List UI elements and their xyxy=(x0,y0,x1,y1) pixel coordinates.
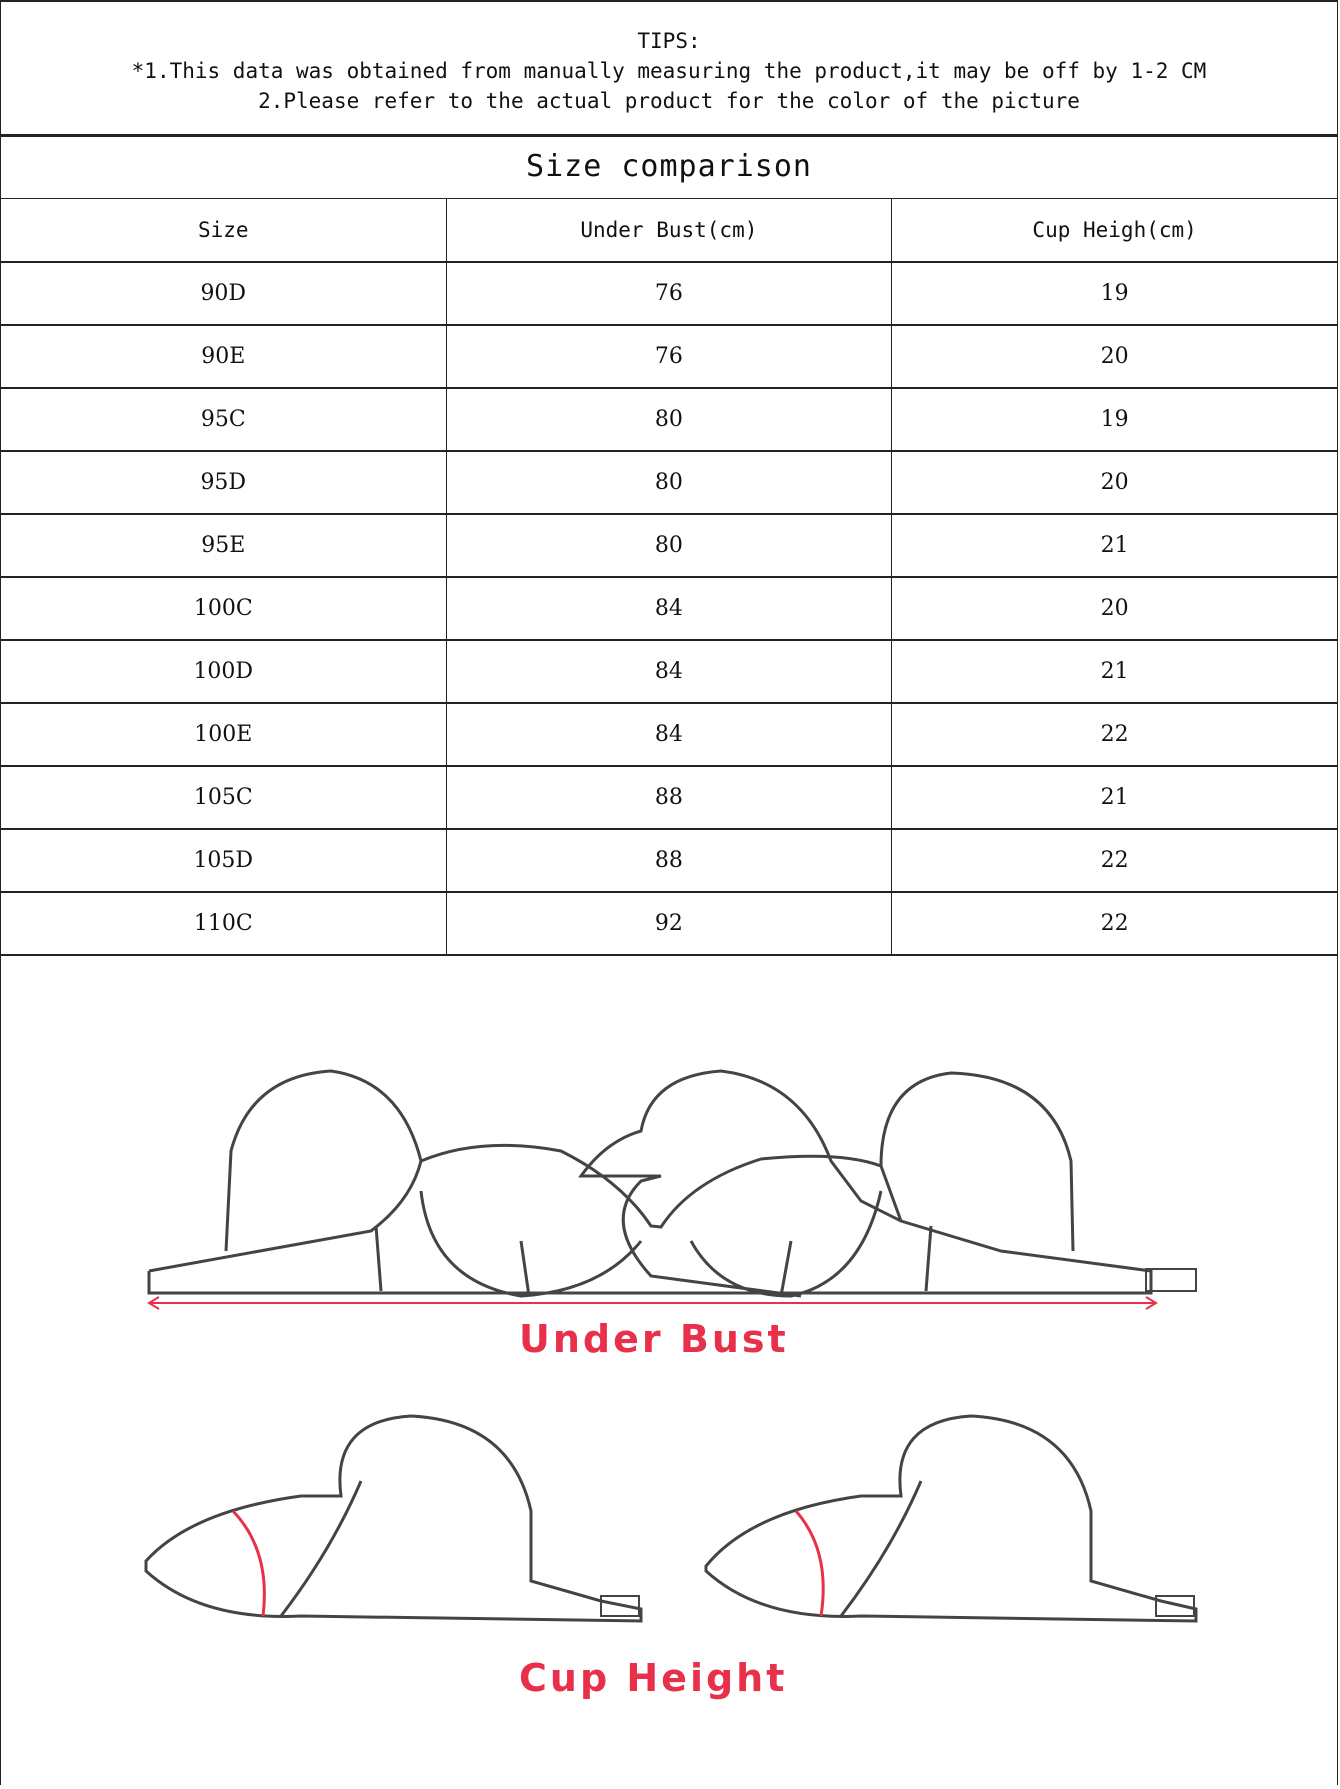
table-row xyxy=(1,703,1338,766)
table-row xyxy=(1,514,1338,577)
cell-size: 105D xyxy=(1,829,447,892)
cell-under-bust: 76 xyxy=(446,262,892,325)
size-table xyxy=(0,198,1338,956)
column-header-cup-height: Cup Heigh(cm) xyxy=(892,199,1338,263)
column-header-under-bust: Under Bust(cm) xyxy=(446,199,892,263)
cup-height-arrow-right xyxy=(796,1511,823,1616)
table-row xyxy=(1,640,1338,703)
column-header-size: Size xyxy=(1,199,447,263)
cell-under-bust: 80 xyxy=(446,388,892,451)
cell-under-bust: 84 xyxy=(446,577,892,640)
cell-size: 105C xyxy=(1,766,447,829)
cell-cup-height: 21 xyxy=(892,514,1338,577)
cell-size: 110C xyxy=(1,892,447,955)
cell-under-bust: 88 xyxy=(446,829,892,892)
tips-line-2: 2.Please refer to the actual product for the color of the picture xyxy=(258,89,1080,113)
tips-box xyxy=(0,0,1338,135)
table-row xyxy=(1,451,1338,514)
table-title: Size comparison xyxy=(0,135,1338,199)
tips-heading: TIPS: xyxy=(637,29,701,53)
cell-size: 100E xyxy=(1,703,447,766)
cell-under-bust: 84 xyxy=(446,640,892,703)
under-bust-label: Under Bust xyxy=(519,1317,789,1361)
cell-size: 90D xyxy=(1,262,447,325)
cell-size: 95D xyxy=(1,451,447,514)
table-row xyxy=(1,325,1338,388)
cell-size: 95C xyxy=(1,388,447,451)
table-row xyxy=(1,892,1338,955)
table-row xyxy=(1,388,1338,451)
cell-under-bust: 76 xyxy=(446,325,892,388)
cup-height-label: Cup Height xyxy=(519,1656,788,1700)
tips-line-1: *1.This data was obtained from manually measuring the product,it may be off by 1-2 CM xyxy=(131,59,1207,83)
measurement-illustration xyxy=(0,951,1338,1785)
cell-cup-height: 21 xyxy=(892,766,1338,829)
cup-height-arrow-left xyxy=(233,1511,264,1616)
cell-under-bust: 80 xyxy=(446,451,892,514)
bra-side-drawing-right xyxy=(706,1416,1196,1621)
cell-under-bust: 80 xyxy=(446,514,892,577)
cell-cup-height: 20 xyxy=(892,577,1338,640)
bra-front-drawing xyxy=(149,1071,1196,1296)
table-row xyxy=(1,766,1338,829)
under-bust-arrow xyxy=(149,1297,1156,1309)
cell-size: 95E xyxy=(1,514,447,577)
bra-side-drawing-left xyxy=(146,1416,641,1621)
cell-under-bust: 92 xyxy=(446,892,892,955)
cell-cup-height: 19 xyxy=(892,262,1338,325)
cell-cup-height: 22 xyxy=(892,892,1338,955)
cell-cup-height: 21 xyxy=(892,640,1338,703)
cell-under-bust: 88 xyxy=(446,766,892,829)
table-header-row xyxy=(1,199,1338,263)
table-row xyxy=(1,829,1338,892)
cell-cup-height: 22 xyxy=(892,703,1338,766)
table-row xyxy=(1,262,1338,325)
cell-cup-height: 19 xyxy=(892,388,1338,451)
cell-under-bust: 84 xyxy=(446,703,892,766)
cell-size: 90E xyxy=(1,325,447,388)
cell-size: 100C xyxy=(1,577,447,640)
cell-size: 100D xyxy=(1,640,447,703)
cell-cup-height: 20 xyxy=(892,451,1338,514)
table-row xyxy=(1,577,1338,640)
cell-cup-height: 22 xyxy=(892,829,1338,892)
cell-cup-height: 20 xyxy=(892,325,1338,388)
